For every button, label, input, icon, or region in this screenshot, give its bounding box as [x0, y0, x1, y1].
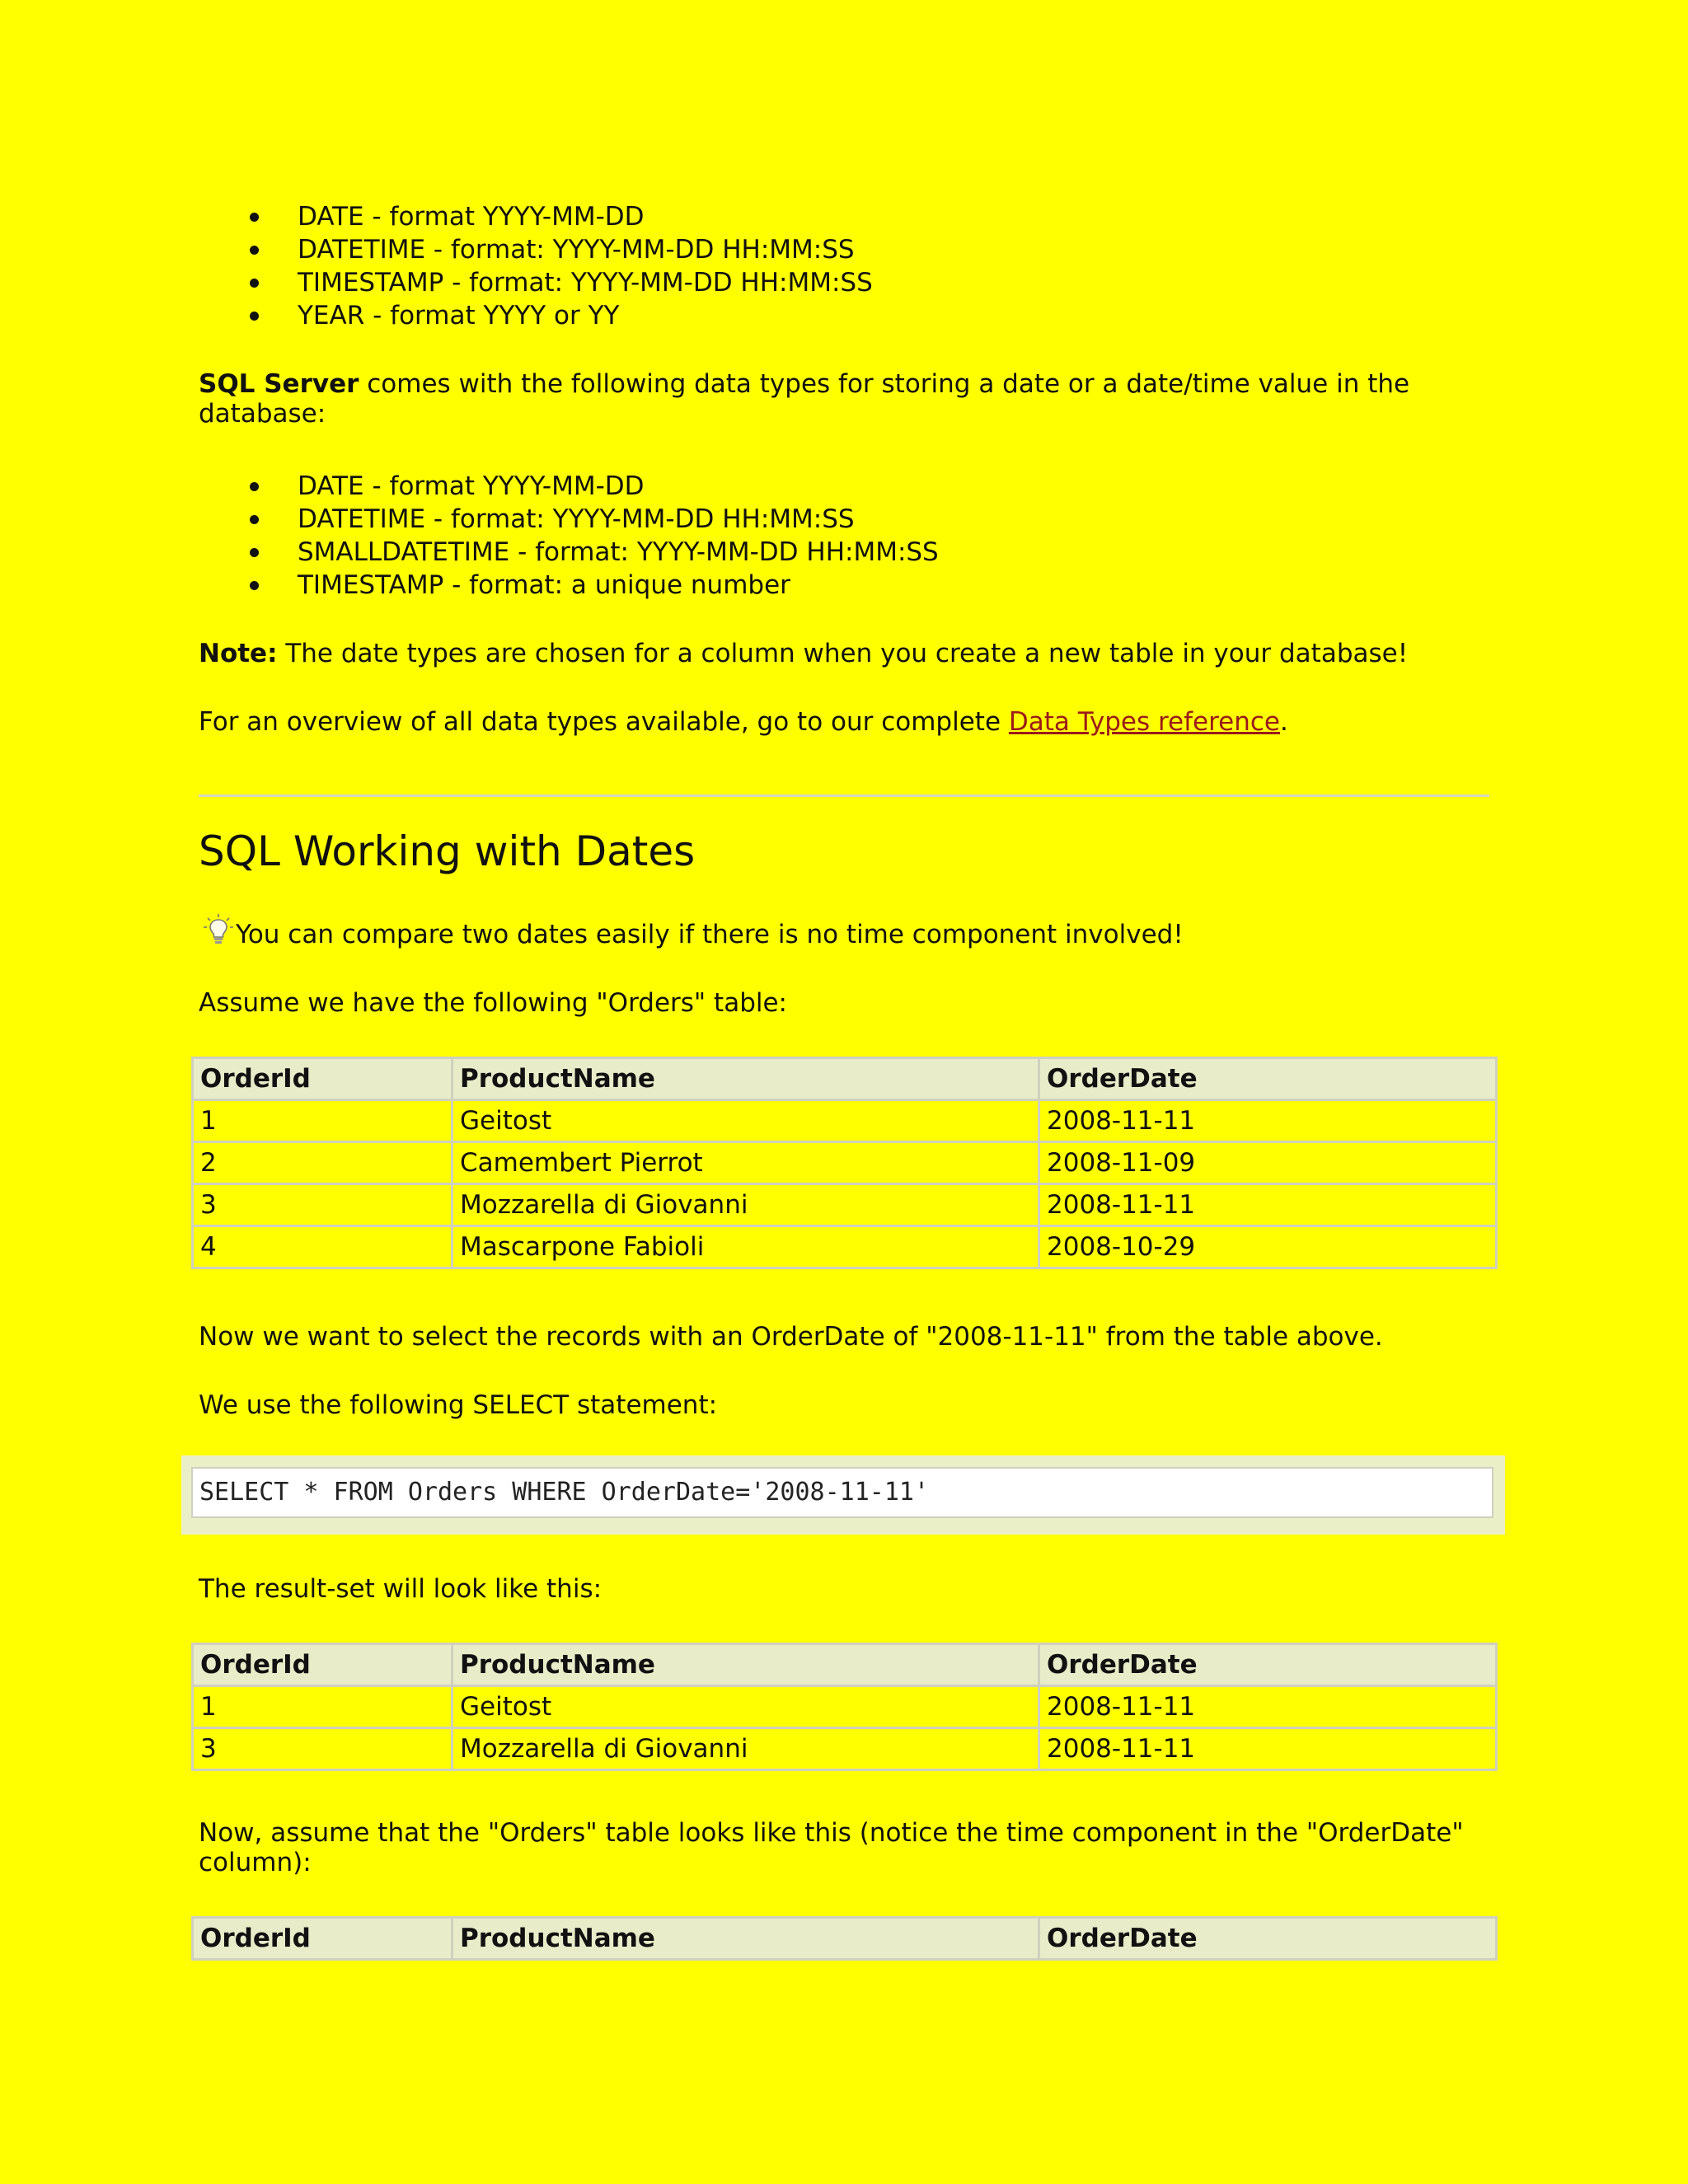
- sqlserver-date-types-list: [199, 470, 939, 602]
- result-table: [191, 1643, 1498, 1771]
- sqlserver-intro: [199, 369, 1493, 429]
- header-productname: ProductName: [452, 1644, 1039, 1686]
- header-orderid: OrderId: [193, 1644, 452, 1686]
- code-example-box: [181, 1455, 1505, 1535]
- cell-orderid: 4: [193, 1226, 452, 1268]
- list-item: DATETIME - format: YYYY-MM-DD HH:MM:SS: [199, 503, 939, 536]
- cell-orderdate: 2008-11-11: [1039, 1184, 1497, 1226]
- use-paragraph: We use the following SELECT statement:: [199, 1390, 718, 1420]
- list-item: DATETIME - format: YYYY-MM-DD HH:MM:SS: [199, 233, 873, 266]
- cell-productname: Mascarpone Fabioli: [452, 1226, 1039, 1268]
- now-assume-paragraph: Now, assume that the "Orders" table looks like this (notice the time component in the "OrderDate" column):: [199, 1818, 1464, 1877]
- list-item: YEAR - format YYYY or YY: [199, 299, 873, 332]
- list-item: DATE - format YYYY-MM-DD: [199, 470, 939, 503]
- cell-orderid: 3: [193, 1728, 452, 1770]
- note-label: Note:: [199, 639, 278, 668]
- select-paragraph: Now we want to select the records with an OrderDate of "2008-11-11" from the table above.: [199, 1322, 1383, 1352]
- table-header-row: [193, 1644, 1497, 1686]
- cell-productname: Mozzarella di Giovanni: [452, 1728, 1039, 1770]
- overview-text: For an overview of all data types available, go to our complete: [199, 707, 1009, 737]
- table-row: [193, 1142, 1497, 1184]
- orders-time-table: [191, 1916, 1498, 1961]
- list-item: TIMESTAMP - format: a unique number: [199, 569, 939, 602]
- cell-orderid: 3: [193, 1184, 452, 1226]
- result-paragraph: The result-set will look like this:: [199, 1574, 603, 1604]
- header-orderid: OrderId: [193, 1058, 452, 1100]
- cell-orderdate: 2008-10-29: [1039, 1226, 1497, 1268]
- cell-productname: Camembert Pierrot: [452, 1142, 1039, 1184]
- header-orderid: OrderId: [193, 1918, 452, 1960]
- table-row: [193, 1686, 1497, 1728]
- header-productname: ProductName: [452, 1058, 1039, 1100]
- sql-code: SELECT * FROM Orders WHERE OrderDate='2008-11-11': [191, 1467, 1493, 1518]
- overview-period: .: [1279, 707, 1288, 737]
- list-item: DATE - format YYYY-MM-DD: [199, 200, 873, 233]
- table-header-row: [193, 1058, 1497, 1100]
- orders-table: [191, 1057, 1498, 1269]
- tip-text: You can compare two dates easily if there is no time component involved!: [236, 920, 1184, 949]
- header-orderdate: OrderDate: [1039, 1918, 1497, 1960]
- data-types-reference-link[interactable]: Data Types reference: [1008, 707, 1280, 737]
- cell-orderid: 1: [193, 1100, 452, 1142]
- table-row: [193, 1728, 1497, 1770]
- assume-paragraph: Assume we have the following "Orders" table:: [199, 988, 787, 1018]
- cell-productname: Geitost: [452, 1686, 1039, 1728]
- list-item: SMALLDATETIME - format: YYYY-MM-DD HH:MM:SS: [199, 536, 939, 569]
- cell-orderid: 2: [193, 1142, 452, 1184]
- cell-productname: Geitost: [452, 1100, 1039, 1142]
- sqlserver-label: SQL Server: [199, 369, 359, 399]
- cell-orderdate: 2008-11-11: [1039, 1728, 1497, 1770]
- note-text: The date types are chosen for a column when you create a new table in your database!: [277, 639, 1409, 668]
- note-paragraph: [199, 639, 1493, 668]
- table-row: [193, 1184, 1497, 1226]
- overview-paragraph: [199, 707, 1493, 737]
- cell-orderid: 1: [193, 1686, 452, 1728]
- header-orderdate: OrderDate: [1039, 1058, 1497, 1100]
- cell-orderdate: 2008-11-09: [1039, 1142, 1497, 1184]
- table-row: [193, 1226, 1497, 1268]
- cell-orderdate: 2008-11-11: [1039, 1100, 1497, 1142]
- section-divider: [199, 794, 1489, 797]
- header-productname: ProductName: [452, 1918, 1039, 1960]
- cell-productname: Mozzarella di Giovanni: [452, 1184, 1039, 1226]
- list-item: TIMESTAMP - format: YYYY-MM-DD HH:MM:SS: [199, 266, 873, 299]
- table-header-row: [193, 1918, 1497, 1960]
- table-row: [193, 1100, 1497, 1142]
- sqlserver-intro-text: comes with the following data types for storing a date or a date/time value in the database:: [199, 369, 1410, 429]
- section-title: SQL Working with Dates: [199, 827, 696, 875]
- cell-orderdate: 2008-11-11: [1039, 1686, 1497, 1728]
- mysql-date-types-list: [199, 200, 873, 332]
- header-orderdate: OrderDate: [1039, 1644, 1497, 1686]
- lightbulb-icon: [203, 913, 234, 946]
